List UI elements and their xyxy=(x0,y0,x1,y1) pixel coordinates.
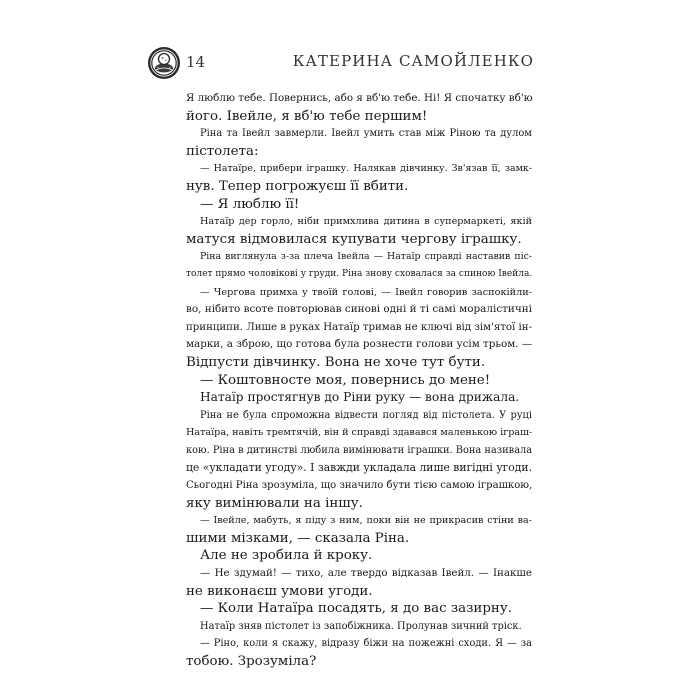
paragraph xyxy=(186,618,532,636)
text-line: його. Івейле, я вб'ю тебе першим! xyxy=(186,108,428,124)
text-line: Натаїр простягнув до Ріни руку — вона дрижала. xyxy=(200,390,520,405)
text-line: Натаїра, навіть тремтячій, він й справді здавався маленькою іграш- xyxy=(186,427,533,439)
text-line: яку вимінювали на іншу. xyxy=(186,495,363,511)
paragraph xyxy=(186,248,532,283)
text-line: во, нібито всоте повторював синові одні й ті самі моралістичні xyxy=(186,303,532,316)
text-line: кою. Ріна в дитинстві любила вимінювати іграшки. Вона називала xyxy=(186,444,533,456)
text-line: толет прямо чоловікові у груди. Ріна знову сховалася за спиною Івейла. xyxy=(186,268,533,279)
text-line: матуся відмовилася купувати чергову іграшку. xyxy=(186,231,522,247)
text-line: пістолета: xyxy=(186,143,259,159)
paragraph xyxy=(186,125,532,160)
paragraph xyxy=(186,407,532,513)
text-line: Ріна не була спроможна відвести погляд від пістолета. У руці xyxy=(200,409,532,421)
text-line: нув. Тепер погрожуєш її вбити. xyxy=(186,178,409,194)
text-line: принципи. Лише в руках Натаїр тримав не ключі від зім'ятої ін- xyxy=(186,321,532,333)
paragraph xyxy=(186,389,532,407)
text-line: — Не здумай! — тихо, але твердо відказав Івейл. — Інакше xyxy=(200,567,532,580)
paragraph xyxy=(186,196,532,214)
text-line: — Коштовносте моя, повернись до мене! xyxy=(200,372,491,388)
text-line: Я люблю тебе. Повернись, або я вб'ю тебе. Ні! Я спочатку вб'ю xyxy=(186,92,533,104)
text-line: марки, а зброю, що готова була рознести голови усім трьом. — xyxy=(186,338,533,351)
paragraph xyxy=(186,372,532,390)
text-line: Ріна виглянула з-за плеча Івейла — Натаїр справді наставив піс- xyxy=(200,251,532,263)
text-line: шими мізками, — сказала Ріна. xyxy=(186,530,410,546)
text-line: це «укладати угоду». І завжди укладала лише вигідні угоди. xyxy=(186,461,532,475)
paragraph xyxy=(186,90,532,125)
text-line: — Коли Натаїра посадять, я до вас зазирну. xyxy=(200,601,512,617)
text-line: — Я люблю її! xyxy=(200,196,300,212)
text-line: — Івейле, мабуть, я піду з ним, поки він не прикрасив стіни ва- xyxy=(200,515,532,527)
text-line: Натаїр зняв пістолет із запобіжника. Пролунав зичний тріск. xyxy=(200,620,522,632)
paragraph xyxy=(186,600,532,618)
text-line: — Чергова примха у твоїй голові, — Івейл говорив заспокійли- xyxy=(200,286,532,298)
text-line: Відпусти дівчинку. Вона не хоче тут бути. xyxy=(186,354,486,370)
paragraph xyxy=(186,635,532,670)
running-head-author: КАТЕРИНА САМОЙЛЕНКО xyxy=(292,52,534,70)
paragraph xyxy=(186,565,532,600)
paragraph xyxy=(186,547,532,565)
page-number: 14 xyxy=(186,53,206,71)
moon-emblem-icon xyxy=(147,46,181,80)
paragraph xyxy=(186,213,532,248)
body-text xyxy=(186,90,532,671)
text-line: — Натаїре, прибери іграшку. Налякав дівчинку. Зв'язав її, замк- xyxy=(200,163,532,175)
text-line: Але не зробила й кроку. xyxy=(200,548,373,564)
text-line: Ріна та Івейл завмерли. Івейл умить став між Ріною та дулом xyxy=(200,128,532,140)
text-line: тобою. Зрозуміла? xyxy=(186,654,317,669)
text-line: Натаїр дер горло, ніби примхлива дитина в супермаркеті, якій xyxy=(200,216,532,228)
paragraph xyxy=(186,160,532,195)
paragraph xyxy=(186,512,532,547)
text-line: Сьогодні Ріна зрозуміла, що значило бути тією самою іграшкою, xyxy=(186,480,533,492)
text-line: не виконаєш умови угоди. xyxy=(186,583,373,599)
paragraph xyxy=(186,284,532,372)
text-line: — Ріно, коли я скажу, відразу біжи на пожежні сходи. Я — за xyxy=(200,638,532,650)
